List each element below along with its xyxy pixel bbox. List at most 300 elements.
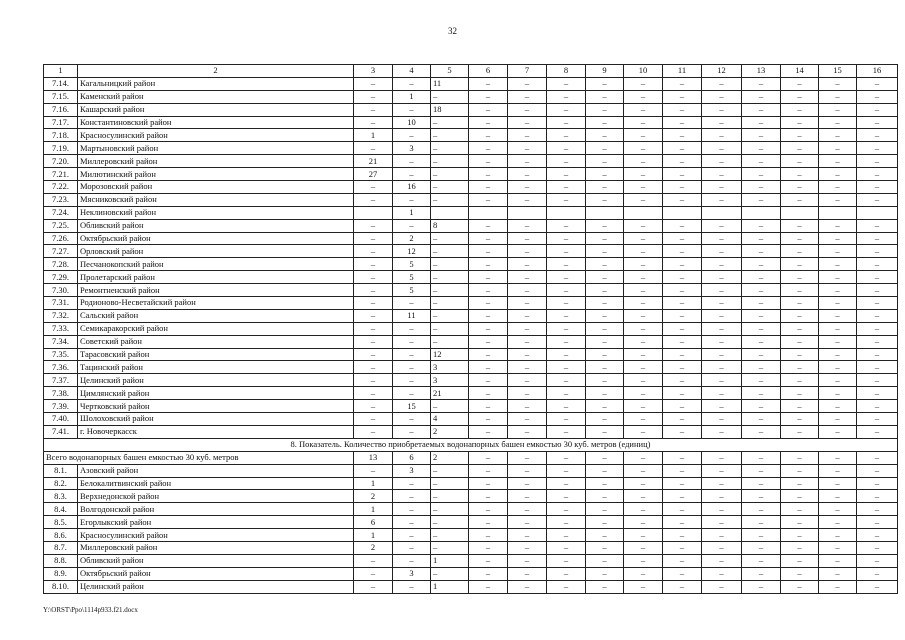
table-row [44,464,898,477]
row-number: 8.5. [44,516,78,529]
value-cell: – [431,90,469,103]
value-cell: – [354,90,393,103]
total-row [44,451,898,464]
value-cell: – [819,348,857,361]
value-cell: – [393,425,431,438]
section-title: 8. Показатель. Количество приобретаемых водонапорных башен емкостью 30 куб. метров (единиц) [44,438,898,451]
value-cell: – [547,554,586,567]
value-cell: – [547,103,586,116]
value-cell: – [857,477,898,490]
value-cell: – [547,503,586,516]
value-cell: – [354,77,393,90]
value-cell: – [742,554,781,567]
value-cell: – [857,567,898,580]
district-name: Кашарский район [78,103,354,116]
value-cell: – [819,309,857,322]
value-cell: – [469,387,508,400]
table-row [44,541,898,554]
value-cell: – [624,309,663,322]
value-cell: – [857,374,898,387]
value-cell: – [431,271,469,284]
value-cell: – [354,374,393,387]
value-cell: – [431,477,469,490]
value-cell: – [781,284,819,297]
value-cell: – [702,142,742,155]
row-number: 8.8. [44,554,78,567]
row-number: 7.29. [44,271,78,284]
value-cell: – [663,193,702,206]
section-row [44,438,898,451]
value-cell: – [702,284,742,297]
value-cell: – [508,335,547,348]
table-row [44,425,898,438]
value-cell: – [469,309,508,322]
value-cell: – [857,181,898,194]
value-cell: – [393,297,431,310]
district-name: Мясниковский район [78,193,354,206]
value-cell: – [469,103,508,116]
value-cell: – [547,142,586,155]
value-cell: – [742,400,781,413]
value-cell: – [586,219,624,232]
district-name: Азовский район [78,464,354,477]
value-cell: – [508,541,547,554]
value-cell: – [819,567,857,580]
value-cell: – [624,477,663,490]
table-row [44,516,898,529]
value-cell: – [819,219,857,232]
value-cell: – [547,297,586,310]
value-cell: – [469,361,508,374]
value-cell: – [781,271,819,284]
value-cell: – [663,503,702,516]
value-cell: – [624,425,663,438]
value-cell: – [508,77,547,90]
value-cell: – [663,309,702,322]
value-cell: – [702,580,742,593]
district-name: Кагальницкий район [78,77,354,90]
value-cell: – [431,567,469,580]
district-name: Егорлыкский район [78,516,354,529]
district-name: Октябрьский район [78,232,354,245]
row-number: 7.40. [44,413,78,426]
column-header: 12 [702,65,742,78]
value-cell: – [702,464,742,477]
value-cell: – [702,258,742,271]
value-cell: – [663,181,702,194]
value-cell: – [547,477,586,490]
value-cell: – [508,142,547,155]
value-cell: – [508,451,547,464]
value-cell: – [354,245,393,258]
table-row [44,335,898,348]
value-cell: – [702,219,742,232]
value-cell: – [547,516,586,529]
value-cell: – [857,258,898,271]
value-cell: – [663,451,702,464]
value-cell: – [431,284,469,297]
value-cell: – [742,103,781,116]
value-cell: – [354,464,393,477]
value-cell: – [857,413,898,426]
value-cell: – [742,503,781,516]
value-cell: – [508,374,547,387]
column-header: 11 [663,65,702,78]
value-cell: – [508,271,547,284]
value-cell: – [624,103,663,116]
value-cell: – [819,361,857,374]
value-cell: – [469,490,508,503]
value-cell: – [702,90,742,103]
value-cell: – [547,129,586,142]
value-cell: – [702,374,742,387]
table-row [44,400,898,413]
row-number: 8.4. [44,503,78,516]
value-cell: – [781,541,819,554]
value-cell: – [354,258,393,271]
value-cell: – [547,451,586,464]
value-cell: – [663,554,702,567]
value-cell: – [624,271,663,284]
table-row [44,181,898,194]
value-cell: – [547,193,586,206]
value-cell: – [469,90,508,103]
value-cell: – [547,361,586,374]
value-cell: – [469,348,508,361]
value-cell: – [547,541,586,554]
column-header: 2 [78,65,354,78]
district-name: Целинский район [78,580,354,593]
value-cell: 5 [393,258,431,271]
district-name: Чертковский район [78,400,354,413]
value-cell: – [742,193,781,206]
value-cell: – [742,490,781,503]
value-cell: 4 [431,413,469,426]
value-cell: – [624,297,663,310]
value-cell: – [547,425,586,438]
value-cell: – [819,503,857,516]
table-row [44,271,898,284]
row-number: 7.34. [44,335,78,348]
row-number: 7.24. [44,206,78,219]
value-cell: – [508,464,547,477]
table-row [44,129,898,142]
row-number: 7.19. [44,142,78,155]
value-cell: – [431,400,469,413]
value-cell: – [469,529,508,542]
row-number: 7.14. [44,77,78,90]
value-cell: – [781,309,819,322]
table-row [44,503,898,516]
value-cell: – [586,413,624,426]
value-cell: – [354,413,393,426]
row-number: 7.30. [44,284,78,297]
value-cell: – [469,516,508,529]
value-cell: – [857,297,898,310]
value-cell: – [819,77,857,90]
value-cell: – [469,168,508,181]
district-name: Верхнедонской район [78,490,354,503]
value-cell: – [819,374,857,387]
value-cell: – [431,335,469,348]
value-cell: – [547,413,586,426]
value-cell: – [469,451,508,464]
value-cell: – [781,155,819,168]
table-row [44,193,898,206]
value-cell: – [702,322,742,335]
value-cell: – [742,477,781,490]
value-cell: – [663,567,702,580]
value-cell: – [469,258,508,271]
value-cell: – [742,451,781,464]
table-row [44,90,898,103]
value-cell [702,206,742,219]
value-cell: – [663,142,702,155]
table-row [44,155,898,168]
value-cell: – [702,232,742,245]
table-row [44,580,898,593]
value-cell: – [742,335,781,348]
table-row [44,103,898,116]
value-cell: – [586,155,624,168]
value-cell: – [469,374,508,387]
value-cell: – [586,297,624,310]
district-name: Родионово-Несветайский район [78,297,354,310]
value-cell: 1 [354,477,393,490]
value-cell: 8 [431,219,469,232]
value-cell: – [702,516,742,529]
value-cell: 18 [431,103,469,116]
value-cell: – [663,361,702,374]
value-cell: 2 [393,232,431,245]
value-cell: – [819,232,857,245]
value-cell: – [781,77,819,90]
value-cell: – [702,425,742,438]
value-cell: – [586,271,624,284]
value-cell: – [857,516,898,529]
value-cell: – [663,271,702,284]
value-cell: – [508,503,547,516]
table-row [44,297,898,310]
value-cell: – [547,400,586,413]
value-cell: – [469,271,508,284]
value-cell: – [354,361,393,374]
value-cell: 1 [354,129,393,142]
value-cell: 3 [431,361,469,374]
value-cell: – [781,554,819,567]
row-number: 7.20. [44,155,78,168]
row-number: 7.37. [44,374,78,387]
value-cell: – [354,297,393,310]
value-cell: – [702,309,742,322]
value-cell: – [469,580,508,593]
value-cell [624,206,663,219]
value-cell: – [857,554,898,567]
value-cell: – [586,77,624,90]
value-cell: – [663,516,702,529]
column-header: 16 [857,65,898,78]
value-cell: – [624,567,663,580]
value-cell: – [702,193,742,206]
value-cell: – [508,348,547,361]
value-cell: – [742,297,781,310]
value-cell: – [702,116,742,129]
value-cell: – [857,90,898,103]
value-cell: – [354,400,393,413]
value-cell: – [663,490,702,503]
value-cell: – [354,103,393,116]
value-cell: – [702,529,742,542]
value-cell: – [586,387,624,400]
value-cell: – [354,284,393,297]
district-name: Красносулинский район [78,129,354,142]
value-cell: – [663,219,702,232]
value-cell: – [663,374,702,387]
value-cell: – [508,103,547,116]
value-cell: – [819,554,857,567]
table-row [44,142,898,155]
value-cell: – [469,477,508,490]
table-row [44,490,898,503]
value-cell: – [702,129,742,142]
value-cell: – [431,193,469,206]
column-header: 8 [547,65,586,78]
value-cell: – [781,348,819,361]
district-name: Шолоховский район [78,413,354,426]
value-cell: – [742,155,781,168]
value-cell: – [781,361,819,374]
value-cell: – [354,322,393,335]
value-cell: – [663,258,702,271]
value-cell: – [586,580,624,593]
value-cell: – [819,90,857,103]
value-cell: – [857,541,898,554]
table-row [44,413,898,426]
table-row [44,219,898,232]
value-cell: – [547,155,586,168]
value-cell: – [702,271,742,284]
value-cell: – [663,425,702,438]
value-cell: – [702,103,742,116]
value-cell: – [742,232,781,245]
value-cell [663,206,702,219]
value-cell: – [431,309,469,322]
value-cell: – [469,181,508,194]
value-cell [857,206,898,219]
value-cell: – [624,322,663,335]
value-cell: – [663,322,702,335]
value-cell: – [469,297,508,310]
value-cell: – [586,103,624,116]
value-cell: – [781,464,819,477]
value-cell: – [819,541,857,554]
value-cell: – [702,361,742,374]
value-cell: – [742,181,781,194]
value-cell: – [508,129,547,142]
value-cell: – [819,322,857,335]
row-number: 7.26. [44,232,78,245]
value-cell: 3 [393,567,431,580]
value-cell: – [586,168,624,181]
value-cell: – [781,322,819,335]
value-cell: – [431,181,469,194]
column-header: 1 [44,65,78,78]
value-cell: – [469,541,508,554]
value-cell: – [354,567,393,580]
value-cell: – [431,232,469,245]
value-cell: 3 [393,142,431,155]
value-cell: – [624,181,663,194]
value-cell: – [354,348,393,361]
row-number: 7.32. [44,309,78,322]
district-name: Октябрьский район [78,567,354,580]
value-cell: – [742,361,781,374]
table-row [44,284,898,297]
value-cell: – [742,348,781,361]
value-cell: – [431,258,469,271]
value-cell: – [431,322,469,335]
value-cell: – [819,155,857,168]
table-row [44,232,898,245]
district-name: Орловский район [78,245,354,258]
value-cell: – [508,554,547,567]
value-cell: – [547,309,586,322]
row-number: 7.22. [44,181,78,194]
value-cell: – [702,387,742,400]
value-cell: – [857,142,898,155]
column-header: 5 [431,65,469,78]
value-cell [508,206,547,219]
value-cell: – [702,181,742,194]
value-cell: 2 [354,541,393,554]
value-cell: – [742,168,781,181]
value-cell: – [586,361,624,374]
value-cell: – [702,451,742,464]
value-cell: – [508,413,547,426]
value-cell: – [819,516,857,529]
value-cell: – [508,193,547,206]
value-cell: 15 [393,400,431,413]
value-cell: – [742,284,781,297]
value-cell: – [393,387,431,400]
value-cell: – [663,155,702,168]
value-cell: – [393,219,431,232]
value-cell: – [624,219,663,232]
value-cell: – [547,335,586,348]
value-cell: – [819,116,857,129]
value-cell: – [781,516,819,529]
value-cell: – [547,77,586,90]
value-cell: – [702,245,742,258]
value-cell: – [663,477,702,490]
value-cell: – [586,142,624,155]
value-cell: – [624,116,663,129]
total-label: Всего водонапорных башен емкостью 30 куб. метров [44,451,354,464]
value-cell: – [663,348,702,361]
value-cell: – [547,116,586,129]
value-cell: – [354,181,393,194]
value-cell: – [624,232,663,245]
value-cell: – [393,155,431,168]
value-cell: 12 [431,348,469,361]
value-cell: – [742,567,781,580]
value-cell: – [781,425,819,438]
value-cell: – [354,232,393,245]
row-number: 7.21. [44,168,78,181]
value-cell: – [742,387,781,400]
value-cell: – [624,516,663,529]
table-row [44,206,898,219]
